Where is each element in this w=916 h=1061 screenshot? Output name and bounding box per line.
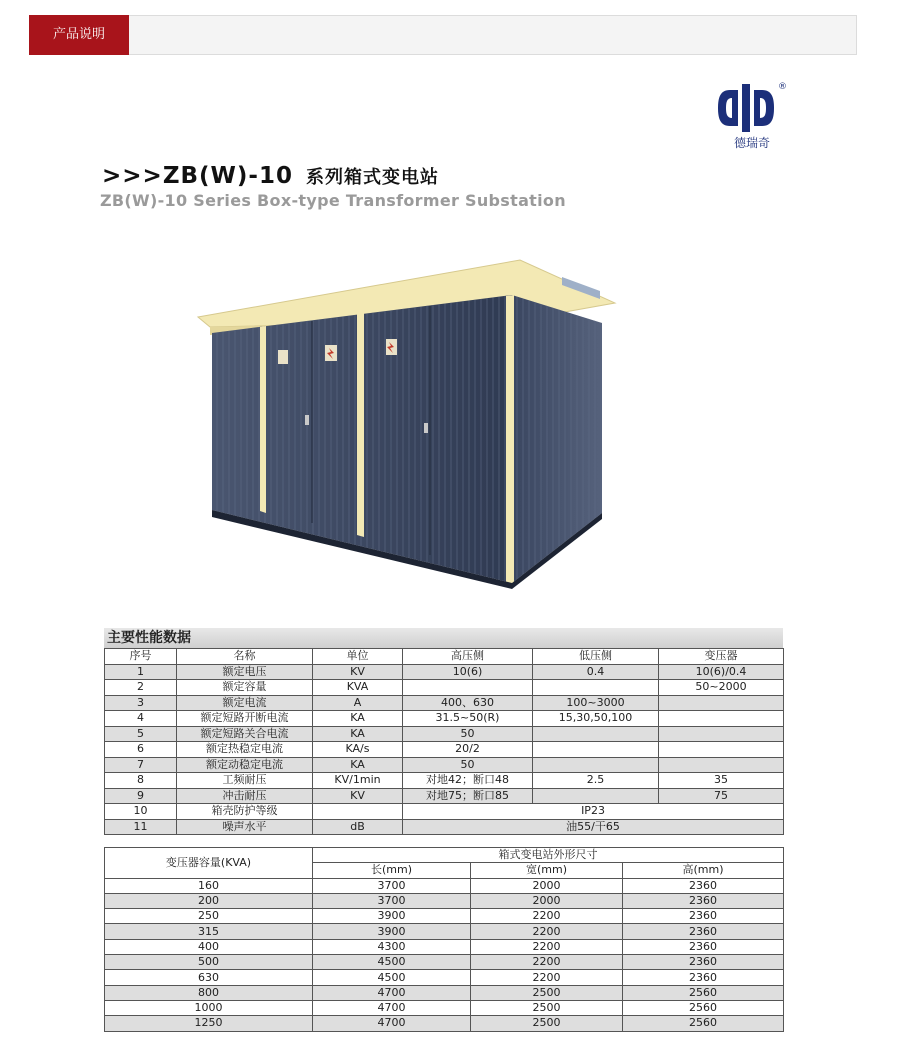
table-cell: 油55/干65 (403, 819, 784, 835)
table-cell: 5 (105, 726, 177, 742)
table-cell: 4500 (313, 970, 471, 985)
table-row (105, 819, 784, 835)
table-cell: 50 (403, 726, 533, 742)
table-row (105, 924, 784, 939)
table-cell: 2000 (471, 893, 623, 908)
table-cell: 11 (105, 819, 177, 835)
table-row (105, 955, 784, 970)
table-cell: 1000 (105, 1000, 313, 1015)
table-cell: 箱壳防护等级 (177, 804, 313, 820)
table-cell: 2360 (623, 909, 784, 924)
table-cell: 3900 (313, 924, 471, 939)
table-cell: 2000 (471, 878, 623, 893)
table-cell (659, 711, 784, 727)
logo-text: 德瑞奇 (733, 136, 770, 150)
table-row (105, 742, 784, 758)
table-cell: A (313, 695, 403, 711)
table-cell: 2360 (623, 893, 784, 908)
table-cell: 20/2 (403, 742, 533, 758)
table-cell: KVA (313, 680, 403, 696)
table-cell: 2500 (471, 1016, 623, 1031)
table-cell: 400、630 (403, 695, 533, 711)
table-cell (533, 742, 659, 758)
table-cell: 7 (105, 757, 177, 773)
table-cell: 2360 (623, 955, 784, 970)
table-cell: 200 (105, 893, 313, 908)
table-cell: 0.4 (533, 664, 659, 680)
table-cell: 额定电流 (177, 695, 313, 711)
header-cell: 长(mm) (313, 863, 471, 878)
table-cell: 1 (105, 664, 177, 680)
table-cell: 2200 (471, 970, 623, 985)
title-english: ZB(W)-10 Series Box-type Transformer Substation (100, 191, 566, 210)
table-cell (659, 695, 784, 711)
table-cell: 3700 (313, 878, 471, 893)
table-cell: 2500 (471, 1000, 623, 1015)
brand-logo (716, 82, 792, 152)
table-cell: 8 (105, 773, 177, 789)
table-cell: 400 (105, 939, 313, 954)
table-cell: 2200 (471, 939, 623, 954)
table-cell: KV (313, 788, 403, 804)
table-cell: 2200 (471, 924, 623, 939)
header-cell: 箱式变电站外形尺寸 (313, 848, 784, 863)
table-cell: 3 (105, 695, 177, 711)
table-cell: 35 (659, 773, 784, 789)
table-cell: KA (313, 726, 403, 742)
table-cell: 2200 (471, 909, 623, 924)
table-cell: 50 (403, 757, 533, 773)
table-row (105, 909, 784, 924)
header-cell: 序号 (105, 649, 177, 665)
table-cell: 2360 (623, 878, 784, 893)
table-cell (533, 680, 659, 696)
header-cell: 单位 (313, 649, 403, 665)
table-cell: dB (313, 819, 403, 835)
table-cell (659, 757, 784, 773)
table-cell: 2500 (471, 985, 623, 1000)
table-cell (403, 680, 533, 696)
table-cell: 额定容量 (177, 680, 313, 696)
table-cell: 额定电压 (177, 664, 313, 680)
table-cell: 冲击耐压 (177, 788, 313, 804)
header-cell: 变压器容量(KVA) (105, 848, 313, 879)
table-cell (313, 804, 403, 820)
table-cell: 4700 (313, 1000, 471, 1015)
table-cell: IP23 (403, 804, 784, 820)
header-cell: 名称 (177, 649, 313, 665)
dimensions-table (104, 847, 784, 1032)
table-row (105, 985, 784, 1000)
table-cell: KV (313, 664, 403, 680)
header-cell: 高压侧 (403, 649, 533, 665)
table-cell: 75 (659, 788, 784, 804)
header-cell: 低压侧 (533, 649, 659, 665)
table-cell: 4700 (313, 1016, 471, 1031)
table-cell: 额定短路开断电流 (177, 711, 313, 727)
table-cell: 对地42；断口48 (403, 773, 533, 789)
table-cell: 100~3000 (533, 695, 659, 711)
table-row (105, 711, 784, 727)
table-cell: 3700 (313, 893, 471, 908)
table-cell: 4 (105, 711, 177, 727)
table-cell: KA (313, 757, 403, 773)
header-cell: 高(mm) (623, 863, 784, 878)
table-cell: KA (313, 711, 403, 727)
table-cell: 800 (105, 985, 313, 1000)
table-row (105, 893, 784, 908)
table-cell (533, 788, 659, 804)
table-cell: 额定短路关合电流 (177, 726, 313, 742)
table-header-row (105, 848, 784, 863)
title-chinese: 系列箱式变电站 (306, 167, 439, 188)
table-cell: 3900 (313, 909, 471, 924)
table-row (105, 939, 784, 954)
table-cell: 2560 (623, 1000, 784, 1015)
table-cell: 4700 (313, 985, 471, 1000)
table-row (105, 757, 784, 773)
table-cell: 500 (105, 955, 313, 970)
table-cell: 4300 (313, 939, 471, 954)
table-cell: 31.5~50(R) (403, 711, 533, 727)
table-row (105, 970, 784, 985)
table-cell: 额定热稳定电流 (177, 742, 313, 758)
table-cell: 315 (105, 924, 313, 939)
substation-product-image (190, 255, 620, 590)
table-row (105, 788, 784, 804)
table-row (105, 1000, 784, 1015)
title-model: ZB(W)-10 (162, 163, 293, 189)
table-cell: 工频耐压 (177, 773, 313, 789)
table-cell: 噪声水平 (177, 819, 313, 835)
table-cell: 2 (105, 680, 177, 696)
table-cell: 50~2000 (659, 680, 784, 696)
table-row (105, 726, 784, 742)
table-cell: 2360 (623, 924, 784, 939)
table-cell (533, 757, 659, 773)
table-cell: 2200 (471, 955, 623, 970)
tab-product-description[interactable]: 产品说明 (29, 15, 129, 55)
table-cell: 额定动稳定电流 (177, 757, 313, 773)
table-cell: 15,30,50,100 (533, 711, 659, 727)
table-cell: 2360 (623, 970, 784, 985)
table-cell: 6 (105, 742, 177, 758)
table-cell: 2560 (623, 1016, 784, 1031)
table-row (105, 1016, 784, 1031)
table-cell: 2560 (623, 985, 784, 1000)
table-row (105, 680, 784, 696)
logo-mark-icon (716, 82, 778, 134)
table-cell: 10(6) (403, 664, 533, 680)
table-cell: 对地75；断口85 (403, 788, 533, 804)
section-tab-bar (29, 15, 857, 55)
table-row (105, 773, 784, 789)
table-cell (533, 726, 659, 742)
table-cell (659, 726, 784, 742)
table-cell: 630 (105, 970, 313, 985)
title-prefix: >>> (102, 163, 163, 189)
table-row (105, 804, 784, 820)
table-cell: 2360 (623, 939, 784, 954)
performance-data-heading: 主要性能数据 (104, 628, 783, 648)
table-row (105, 664, 784, 680)
header-cell: 变压器 (659, 649, 784, 665)
header-cell: 宽(mm) (471, 863, 623, 878)
table-row (105, 695, 784, 711)
table-cell (659, 742, 784, 758)
table-cell: 2.5 (533, 773, 659, 789)
performance-data-table (104, 648, 784, 835)
table-header-row (105, 649, 784, 665)
table-cell: 1250 (105, 1016, 313, 1031)
table-cell: 10(6)/0.4 (659, 664, 784, 680)
page-title (102, 163, 439, 189)
table-cell: 160 (105, 878, 313, 893)
registered-mark: ® (778, 82, 787, 92)
table-cell: 10 (105, 804, 177, 820)
table-cell: 250 (105, 909, 313, 924)
table-row (105, 878, 784, 893)
table-cell: KA/s (313, 742, 403, 758)
table-cell: 9 (105, 788, 177, 804)
table-cell: 4500 (313, 955, 471, 970)
table-cell: KV/1min (313, 773, 403, 789)
